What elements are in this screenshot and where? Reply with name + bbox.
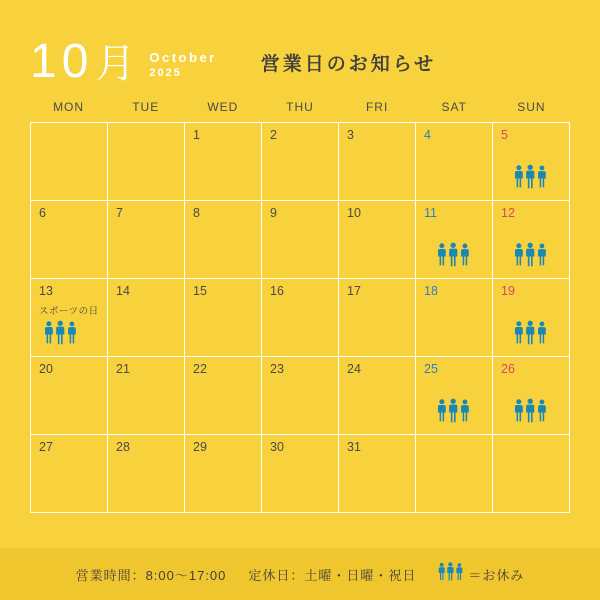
calendar-day-cell (108, 201, 185, 279)
footer (0, 548, 600, 600)
calendar-day-cell (185, 435, 262, 513)
day-number: 13 (39, 284, 53, 298)
day-number: 5 (501, 128, 508, 142)
day-number: 18 (424, 284, 438, 298)
calendar-day-cell (493, 357, 570, 435)
calendar-day-cell (262, 435, 339, 513)
people-icon (437, 242, 471, 272)
business-hours-text: 営業時間：8:00〜17:00 (75, 567, 227, 583)
day-number: 30 (270, 440, 284, 454)
calendar-day-cell (185, 201, 262, 279)
day-number: 31 (347, 440, 361, 454)
calendar-day-cell (31, 357, 108, 435)
month-kanji: 月 (95, 42, 136, 86)
calendar-empty-cell (493, 435, 570, 513)
english-month: October (149, 49, 217, 65)
calendar-day-cell (493, 123, 570, 201)
day-number: 14 (116, 284, 130, 298)
holiday-label: スポーツの日 (39, 305, 99, 317)
calendar-day-cell (185, 279, 262, 357)
calendar-day-cell (185, 123, 262, 201)
calendar-day-cell (31, 201, 108, 279)
calendar-grid (30, 122, 570, 513)
day-number: 4 (424, 128, 431, 142)
legend-label: ＝お休み (468, 567, 525, 583)
day-number: 6 (39, 206, 46, 220)
weekday-header-row (30, 92, 570, 122)
day-number: 3 (347, 128, 354, 142)
calendar-day-cell (185, 357, 262, 435)
day-number: 28 (116, 440, 130, 454)
day-number: 27 (39, 440, 53, 454)
calendar-day-cell (339, 435, 416, 513)
calendar-day-cell (339, 201, 416, 279)
calendar-day-cell (339, 357, 416, 435)
closed-days-text: 定休日：土曜・日曜・祝日 (248, 567, 417, 583)
people-icon (438, 562, 464, 586)
calendar-day-cell (339, 279, 416, 357)
day-number: 12 (501, 206, 515, 220)
people-icon (437, 398, 471, 428)
day-number: 1 (193, 128, 200, 142)
calendar-day-cell (262, 279, 339, 357)
weekday-label-fri: FRI (365, 100, 389, 114)
day-number: 10 (347, 206, 361, 220)
day-number: 19 (501, 284, 515, 298)
day-number: 11 (424, 206, 437, 220)
calendar-day-cell (31, 435, 108, 513)
calendar-day-cell (262, 201, 339, 279)
calendar-day-cell (416, 201, 493, 279)
day-number: 17 (347, 284, 361, 298)
page-title: 営業日のお知らせ (260, 54, 437, 75)
day-number: 20 (39, 362, 53, 376)
weekday-label-tue: TUE (132, 100, 160, 114)
english-date-block (149, 49, 216, 81)
calendar-day-cell (108, 357, 185, 435)
day-number: 25 (424, 362, 438, 376)
calendar-day-cell (493, 201, 570, 279)
day-number: 9 (270, 206, 277, 220)
day-number: 24 (347, 362, 361, 376)
day-number: 16 (270, 284, 284, 298)
calendar-day-cell (416, 279, 493, 357)
people-icon (514, 398, 548, 428)
day-number: 15 (193, 284, 207, 298)
calendar-day-cell (339, 123, 416, 201)
calendar-day-cell (108, 435, 185, 513)
weekday-label-sun: SUN (517, 100, 546, 114)
day-number: 26 (501, 362, 515, 376)
calendar-day-cell (416, 357, 493, 435)
legend (438, 562, 524, 586)
weekday-label-mon: MON (53, 100, 85, 114)
weekday-label-sat: SAT (441, 100, 467, 114)
people-icon (514, 164, 548, 194)
calendar-empty-cell (31, 123, 108, 201)
people-icon (44, 320, 78, 350)
day-number: 23 (270, 362, 284, 376)
year: 2025 (149, 67, 182, 80)
people-icon (514, 242, 548, 272)
calendar-day-cell (262, 357, 339, 435)
weekday-label-wed: WED (207, 100, 239, 114)
calendar-day-cell (262, 123, 339, 201)
calendar-day-cell (31, 279, 108, 357)
month-number: 10 (30, 35, 94, 88)
calendar-empty-cell (108, 123, 185, 201)
calendar-day-cell (416, 123, 493, 201)
calendar-day-cell (493, 279, 570, 357)
weekday-label-thu: THU (286, 100, 314, 114)
day-number: 29 (193, 440, 207, 454)
day-number: 2 (270, 128, 277, 142)
day-number: 7 (116, 206, 123, 220)
day-number: 21 (116, 362, 130, 376)
header (0, 0, 600, 86)
people-icon (514, 320, 548, 350)
calendar-empty-cell (416, 435, 493, 513)
day-number: 8 (193, 206, 200, 220)
calendar-day-cell (108, 279, 185, 357)
day-number: 22 (193, 362, 207, 376)
